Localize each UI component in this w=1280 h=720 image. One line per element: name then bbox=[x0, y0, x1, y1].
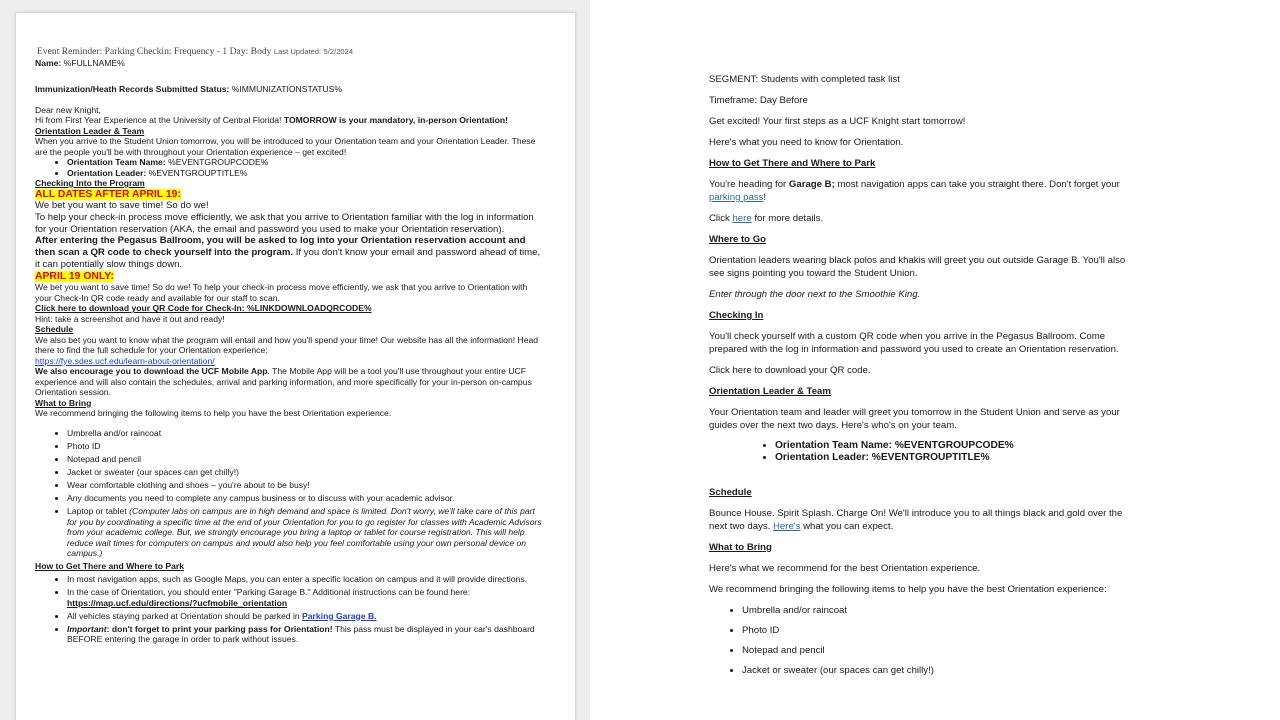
list-item: • Notepad and pencil bbox=[67, 454, 545, 465]
list-item: • Umbrella and/or raincoat bbox=[67, 428, 545, 439]
april19-label: APRIL 19 ONLY: bbox=[35, 270, 114, 282]
click-text-b: for more details. bbox=[754, 213, 824, 224]
need-to-know-line: Here's what you need to know for Orientation. bbox=[709, 137, 904, 148]
park-heading: How to Get There and Where to Park bbox=[35, 561, 184, 572]
park-item2-text: In the case of Orientation, you should enter "Parking Garage B." Additional instructions can be found here: bbox=[67, 587, 471, 598]
name-line bbox=[35, 58, 545, 69]
click-here-line bbox=[709, 212, 1139, 225]
last-updated-label: Last Updated: bbox=[273, 47, 322, 56]
immunization-line bbox=[35, 84, 545, 95]
park-item3-text: All vehicles staying parked at Orientation should be parked in bbox=[67, 610, 300, 621]
intro-paragraph bbox=[35, 115, 545, 126]
list-item: • Orientation Team Name: %EVENTGROUPCODE% bbox=[775, 440, 1139, 452]
team-text: Your Orientation team and leader will greet you tomorrow in the Student Union and serve as your guides over the next two days. Here's who's on your team. bbox=[709, 407, 1120, 431]
where-text: Orientation leaders wearing black polos and khakis will greet you out outside Garage B. You'll also see signs pointing you toward the Student Union. bbox=[709, 255, 1126, 279]
team-item-value: %EVENTGROUPTITLE% bbox=[148, 167, 248, 178]
schedule-link[interactable]: Here's bbox=[773, 520, 801, 532]
team-list bbox=[775, 440, 1139, 464]
park-heading: How to Get There and Where to Park bbox=[709, 158, 876, 169]
park-paragraph bbox=[709, 178, 1139, 204]
list-item bbox=[67, 624, 545, 645]
list-item: • Photo ID bbox=[67, 441, 545, 452]
checkin-heading: Checking In bbox=[709, 310, 764, 321]
schedule-text: We also bet you want to know what the program will entail and how you'll spend your time! Our website has all the information! Head there to find the full schedule for your Orientation experience: bbox=[35, 334, 539, 356]
right-document-content bbox=[709, 73, 1139, 684]
team-text: When you arrive to the Student Union tomorrow, you will be introduced to your Orientation team and your Orientation Leader. These are the people you'll be with throughout your Orientation experience – get excited! bbox=[35, 136, 536, 157]
where-italic: Enter through the door next to the Smoothie King. bbox=[709, 289, 921, 300]
park-list bbox=[67, 574, 545, 645]
schedule-heading: Schedule bbox=[709, 486, 752, 498]
list-item: • Orientation Leader: %EVENTGROUPTITLE% bbox=[775, 452, 1139, 464]
park-text-a: You're heading for bbox=[709, 179, 787, 190]
april19-text: We bet you want to save time! So do we! To help your check-in process move efficiently, we ask that you arrive to Orientation with your Check-In QR code ready and available for our staff to scan. bbox=[35, 282, 528, 303]
team-item-label: Orientation Team Name: bbox=[67, 157, 166, 167]
laptop-italic: (Computer labs on campus are in high demand and space is limited. Don't worry, we'll take care of this part for you by coordinating a specific time at the end of your Orientation for you to go register for classes with Academic Advisors from your academic college. But, we strongly encourage you bring a laptop or tablet for course registration. This will help reduce wait times for computers on campus and would also help you feel comfortable using your own personal device on campus.) bbox=[67, 506, 542, 559]
list-item: • Notepad and pencil bbox=[742, 644, 1139, 657]
checkin-text: You'll check yourself with a custom QR code when you arrive in the Pegasus Ballroom. Come prepared with the log in information and password you used to create an Orientation reservation. bbox=[709, 331, 1119, 355]
last-updated-value: 5/2/2024 bbox=[323, 47, 354, 56]
schedule-heading: Schedule bbox=[35, 324, 74, 335]
name-label: Name: bbox=[35, 57, 62, 68]
park-item4-rest: This pass must be displayed in your car's dashboard BEFORE entering the garage in order to park without issues. bbox=[67, 623, 535, 645]
list-item bbox=[67, 611, 545, 622]
park-item2-link[interactable]: https://map.ucf.edu/directions/?ucfmobile_orientation bbox=[67, 597, 288, 608]
park-item4-important: Important bbox=[67, 623, 107, 634]
bring-heading: What to Bring bbox=[709, 541, 772, 553]
schedule-link[interactable]: https://fye.sdes.ucf.edu/learn-about-orientation/ bbox=[35, 355, 215, 366]
bring-text: We recommend bringing the following items to help you have the best Orientation experience: bbox=[35, 408, 392, 419]
left-document-content bbox=[35, 46, 545, 647]
save-time-text: We bet you want to save time! So do we! bbox=[35, 200, 209, 211]
team-list bbox=[67, 157, 545, 178]
intro-text: Hi from First Year Experience at the University of Central Florida! bbox=[35, 115, 282, 125]
laptop-label: Laptop or tablet bbox=[67, 506, 127, 517]
immunization-label: Immunization/Heath Records Submitted Status: bbox=[35, 84, 230, 94]
bring-list bbox=[742, 604, 1139, 677]
all-dates-label: ALL DATES AFTER APRIL 19: bbox=[35, 188, 181, 200]
list-item bbox=[67, 587, 545, 608]
checkin-click: Click here to download your QR code. bbox=[709, 365, 871, 376]
greeting: Dear new Knight, bbox=[35, 104, 101, 115]
hint-text: Hint: take a screenshot and have it out and ready! bbox=[35, 313, 225, 324]
document-header bbox=[37, 46, 545, 58]
qr-download-link[interactable]: Click here to download your QR Code for Check-In: %LINKDOWNLOADQRCODE% bbox=[35, 303, 372, 314]
where-heading: Where to Go bbox=[709, 234, 767, 245]
schedule-paragraph bbox=[709, 507, 1139, 533]
list-item bbox=[67, 506, 545, 559]
details-link[interactable]: here bbox=[732, 213, 752, 224]
bring-text: We recommend bringing the following items to help you have the best Orientation experience: bbox=[709, 583, 1107, 595]
park-item4-bold: : don't forget to print your parking pass for Orientation! bbox=[106, 623, 333, 634]
park-item3-link[interactable]: Parking Garage B. bbox=[302, 610, 377, 621]
list-item: • In most navigation apps, such as Google Maps, you can enter a specific location on campus and it will provide directions. bbox=[67, 574, 545, 585]
app-bold: We also encourage you to download the UCF Mobile App bbox=[35, 366, 268, 377]
header-title: Event Reminder: Parking Checkin: Frequency - 1 Day: Body bbox=[37, 46, 272, 57]
ballroom-bold: After entering the Pegasus Ballroom, you will be asked to log into your Orientation reservation account and then scan a QR code to check yourself into the program. bbox=[35, 235, 526, 259]
list-item: • Wear comfortable clothing and shoes – you're about to be busy! bbox=[67, 480, 545, 491]
ballroom-rest: If you don't know your email and password ahead of time, it can potentially slow things down. bbox=[35, 247, 541, 270]
list-item bbox=[67, 168, 545, 179]
team-item-label: Orientation Leader: bbox=[67, 167, 147, 178]
excited-line: Get excited! Your first steps as a UCF Knight start tomorrow! bbox=[709, 116, 966, 127]
timeframe-line: Timeframe: Day Before bbox=[709, 95, 808, 106]
immunization-value: %IMMUNIZATIONSTATUS% bbox=[231, 84, 343, 94]
ballroom-paragraph bbox=[35, 235, 545, 270]
parking-pass-link[interactable]: parking pass bbox=[709, 192, 764, 203]
bring-intro: Here's what we recommend for the best Orientation experience. bbox=[709, 562, 981, 574]
list-item: • Photo ID bbox=[742, 624, 1139, 637]
schedule-text-b: what you can expect. bbox=[803, 520, 894, 532]
team-heading: Orientation Leader & Team bbox=[709, 386, 831, 397]
bring-heading: What to Bring bbox=[35, 397, 92, 408]
click-text-a: Click bbox=[709, 213, 730, 224]
bring-list bbox=[67, 428, 545, 559]
left-document-pane[interactable] bbox=[0, 0, 590, 720]
intro-bold: TOMORROW is your mandatory, in-person Orientation! bbox=[283, 115, 508, 125]
list-item: • Jacket or sweater (our spaces can get chilly!) bbox=[67, 467, 545, 478]
park-garage: Garage B; bbox=[788, 179, 835, 190]
park-text-b: most navigation apps can take you straight there. Don't forget your bbox=[837, 179, 1120, 190]
segment-line: SEGMENT: Students with completed task list bbox=[709, 74, 900, 85]
park-text-c: ! bbox=[763, 192, 767, 203]
app-text: . The Mobile App will be a tool you'll use throughout your entire UCF experience and will also contain the schedules, arrival and parking information, and more specifically for your in-person on-campus Orientation session. bbox=[35, 366, 532, 398]
list-item: • Umbrella and/or raincoat bbox=[742, 604, 1139, 617]
name-value: %FULLNAME% bbox=[63, 57, 125, 68]
schedule-text-a: Bounce House. Spirit Splash. Charge On! We'll introduce you to all things black and gold over the next two days. bbox=[709, 507, 1123, 532]
team-item-value: %EVENTGROUPCODE% bbox=[168, 157, 269, 167]
team-heading: Orientation Leader & Team bbox=[35, 125, 145, 136]
list-item: • Any documents you need to complete any campus business or to discuss with your academic advisor. bbox=[67, 493, 545, 504]
list-item bbox=[67, 157, 545, 168]
checkin-heading: Checking Into the Program bbox=[35, 178, 145, 188]
app-paragraph bbox=[35, 366, 545, 398]
list-item: • Jacket or sweater (our spaces can get chilly!) bbox=[742, 664, 1139, 677]
help-checkin-text: To help your check-in process move efficiently, we ask that you arrive to Orientation familiar with the log in information for your Orientation reservation (AKA, the email and password you used to make your Orientation reservation). bbox=[35, 211, 534, 235]
